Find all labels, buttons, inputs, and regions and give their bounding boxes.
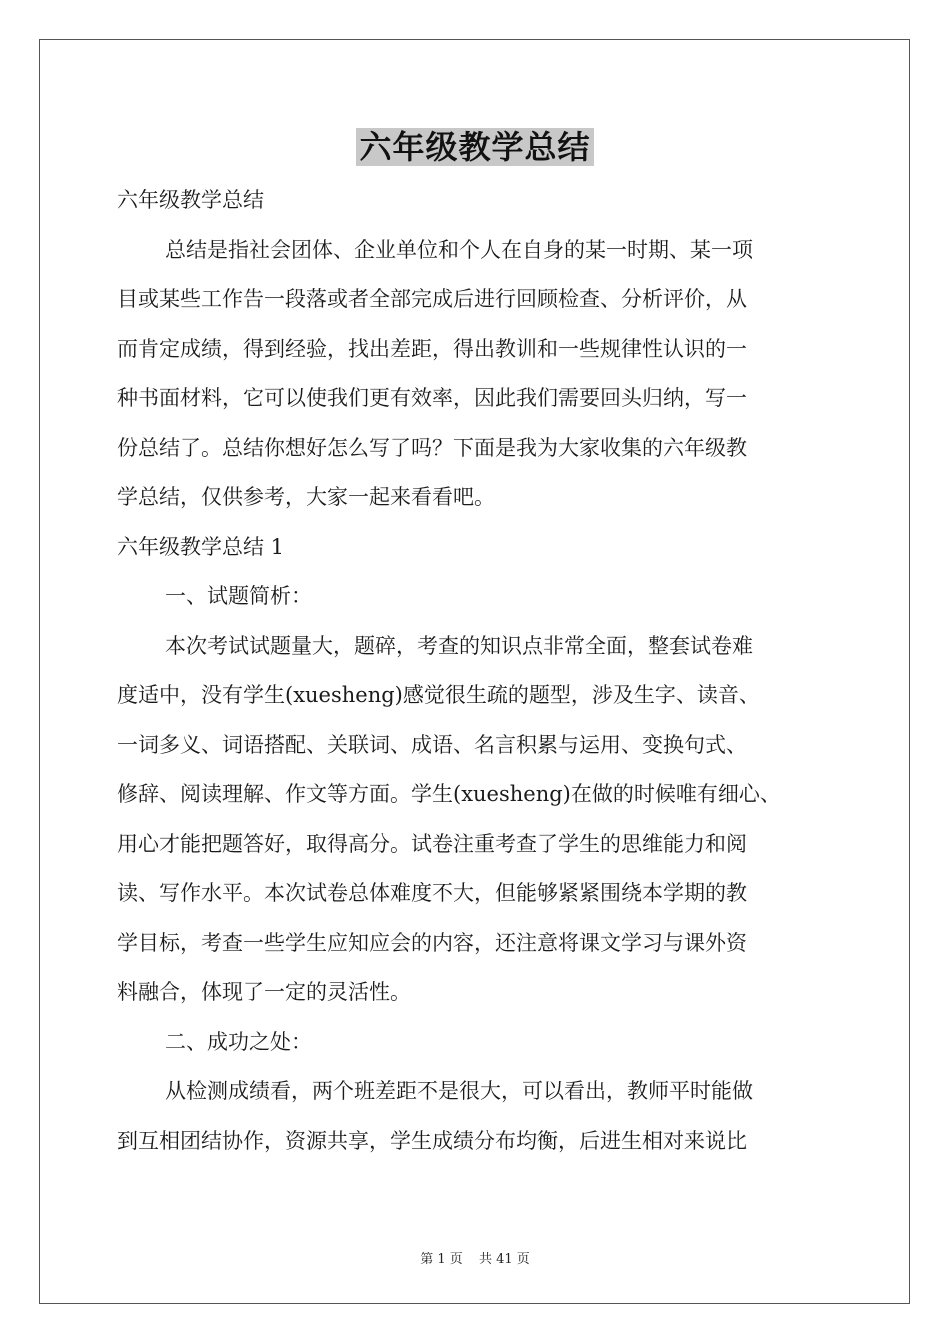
text-line: 学总结，仅供参考，大家一起来看看吧。 bbox=[117, 485, 495, 509]
text-line: 到互相团结协作，资源共享，学生成绩分布均衡，后进生相对来说比 bbox=[117, 1128, 747, 1153]
text-line: 从检测成绩看，两个班差距不是很大，可以看出，教师平时能做 bbox=[165, 1079, 753, 1103]
text-line: 而肯定成绩，得到经验，找出差距，得出教训和一些规律性认识的一 bbox=[117, 336, 747, 361]
text-line: 一词多义、词语搭配、关联词、成语、名言积累与运用、变换句式、 bbox=[117, 732, 747, 757]
text-line: 总结是指社会团体、企业单位和个人在自身的某一时期、某一项 bbox=[165, 237, 753, 262]
page-footer bbox=[0, 1248, 950, 1267]
page-number: 第 1 页 bbox=[420, 1252, 463, 1267]
title-container bbox=[0, 128, 950, 166]
text-line: 份总结了。总结你想好怎么写了吗？下面是我为大家收集的六年级教 bbox=[117, 435, 747, 460]
text-line: 用心才能把题答好，取得高分。试卷注重考查了学生的思维能力和阅 bbox=[117, 831, 747, 856]
text-line: 修辞、阅读理解、作文等方面。学生(xuesheng)在做的时候唯有细心、 bbox=[117, 782, 781, 806]
text-line: 种书面材料，它可以使我们更有效率，因此我们需要回头归纳，写一 bbox=[117, 386, 747, 410]
text-line: 度适中，没有学生(xuesheng)感觉很生疏的题型，涉及生字、读音、 bbox=[117, 683, 760, 707]
text-line: 读、写作水平。本次试卷总体难度不大，但能够紧紧围绕本学期的教 bbox=[117, 881, 747, 905]
page-total: 共 41 页 bbox=[478, 1252, 530, 1267]
text-line: 目或某些工作告一段落或者全部完成后进行回顾检查、分析评价，从 bbox=[117, 287, 747, 311]
text-line: 六年级教学总结 1 bbox=[117, 534, 285, 559]
text-line: 料融合，体现了一定的灵活性。 bbox=[117, 980, 411, 1004]
text-line: 六年级教学总结 bbox=[117, 188, 264, 212]
text-line: 一、试题简析： bbox=[165, 584, 312, 608]
text-line: 二、成功之处： bbox=[165, 1029, 312, 1054]
document-body bbox=[117, 176, 837, 1166]
text-line: 学目标，考查一些学生应知应会的内容，还注意将课文学习与课外资 bbox=[117, 930, 747, 955]
text-line: 本次考试试题量大，题碎，考查的知识点非常全面，整套试卷难 bbox=[165, 633, 753, 658]
document-title: 六年级教学总结 bbox=[356, 128, 593, 166]
